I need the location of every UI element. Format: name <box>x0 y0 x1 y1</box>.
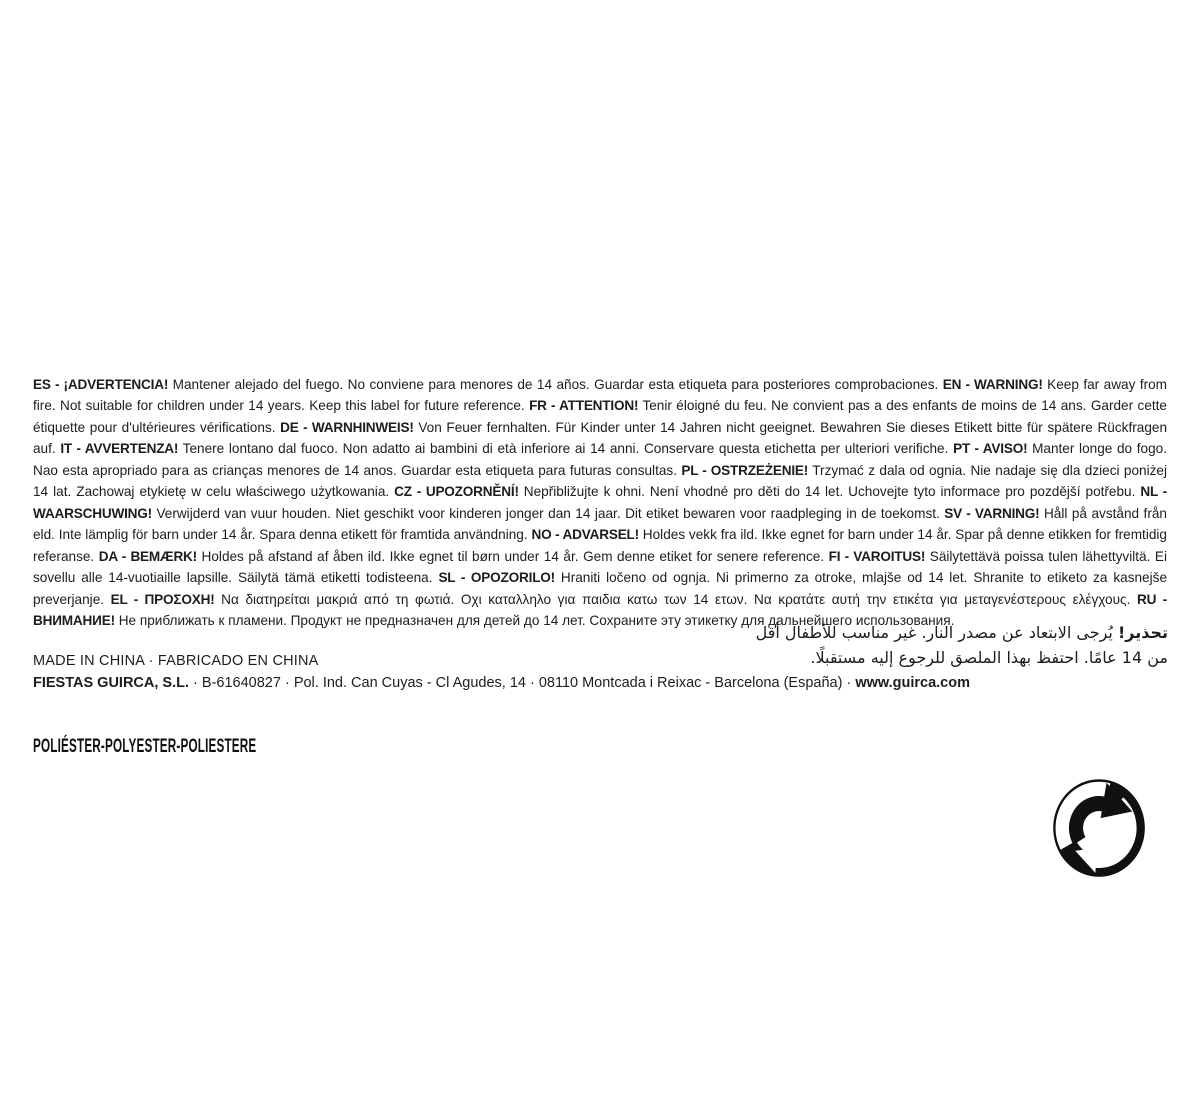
material-composition-line: POLIÉSTER-POLYESTER-POLIESTERE <box>33 735 257 757</box>
made-in-line: MADE IN CHINA · FABRICADO EN CHINA <box>33 653 319 669</box>
arabic-warning-paragraph: تحذير! يُرجى الابتعاد عن مصدر النار. غير مناسب للأطفال أقل من 14 عامًا. احتفظ بهذا الملصق للرجوع إليه مستقبلًا. <box>755 623 1168 667</box>
multilingual-warning-paragraph: ES - ¡ADVERTENCIA! Mantener alejado del fuego. No conviene para menores de 14 años. Guardar esta etiqueta para posteriores comprobaciones. EN - WARNING! Keep far away from fire. Not suitable for children under 14 years. Keep this label for future reference. FR - ATTENTION! Tenir éloigné du feu. Ne convient pas a des enfants de moins de 14 ans. Garder cette étiquette pour d'ultérieures vérifications. DE - WARNHINWEIS! Von Feuer fernhalten. Für Kinder unter 14 Jahren nicht geeignet. Bewahren Sie dieses Etikett bitte für spätere Rückfragen auf. IT - AVVERTENZA! Tenere lontano dal fuoco. Non adatto ai bambini di età inferiore ai 14 anni. Conservare questa etichetta per ulteriori verifiche. PT - AVISO! Manter longe do fogo. Nao esta apropriado para as crianças menores de 14 anos. Guardar esta etiqueta para futuras consultas. PL - OSTRZEŻENIE! Trzymać z dala od ognia. Nie nadaje się dla dzieci poniżej 14 lat. Zachowaj etykietę w celu właściwego użytkowania. CZ - UPOZORNĚNÍ! Nepřibližujte k ohni. Není vhodné pro děti do 14 let. Uchovejte tyto informace pro pozdější potřebu. NL - WAARSCHUWING! Verwijderd van vuur houden. Niet geschikt voor kinderen jonger dan 14 jaar. Dit etiket bewaren voor raadpleging in de toekomst. SV - VARNING! Håll på avstånd från eld. Inte lämplig för barn under 14 år. Spara denna etikett för framtida användning. NO - ADVARSEL! Holdes vekk fra ild. Ikke egnet for barn under 14 år. Spar på denne etikken for fremtidig referanse. DA - BEMÆRK! Holdes på afstand af åben ild. Ikke egnet til børn under 14 år. Gem denne etiket for senere reference. FI - VAROITUS! Säilytettävä poissa tulen lähettyviltä. Ei sovellu alle 14-vuotiaille lapsille. Säilytä tämä etiketti todisteena. SL - OPOZORILO! Hraniti ločeno od ognja. Ni primerno za otroke, mlajše od 14 let. Shranite to etiketo za kasnejše preverjanje. EL - ΠΡΟΣΟΧΗ! Να διατηρείται μακριά από τη φωτιά. Οχι καταλληλο για παιδια κατω των 14 ετων. Να κρατάτε αυτή την ετικέτα για μεταγενέστερους ελέγχους. RU - ВНИМАНИЕ! Не приближать к пламени. Продукт не предназначен для детей до 14 лет. Сохраните эту этикетку для дальнейшего использования. <box>33 377 1168 628</box>
manufacturer-address-line: FIESTAS GUIRCA, S.L. · B-61640827 · Pol. Ind. Can Cuyas - Cl Agudes, 14 · 08110 Montcada i Reixac - Barcelona (España) · www.guirca.com <box>33 675 970 691</box>
green-dot-recycling-icon <box>1052 778 1146 878</box>
